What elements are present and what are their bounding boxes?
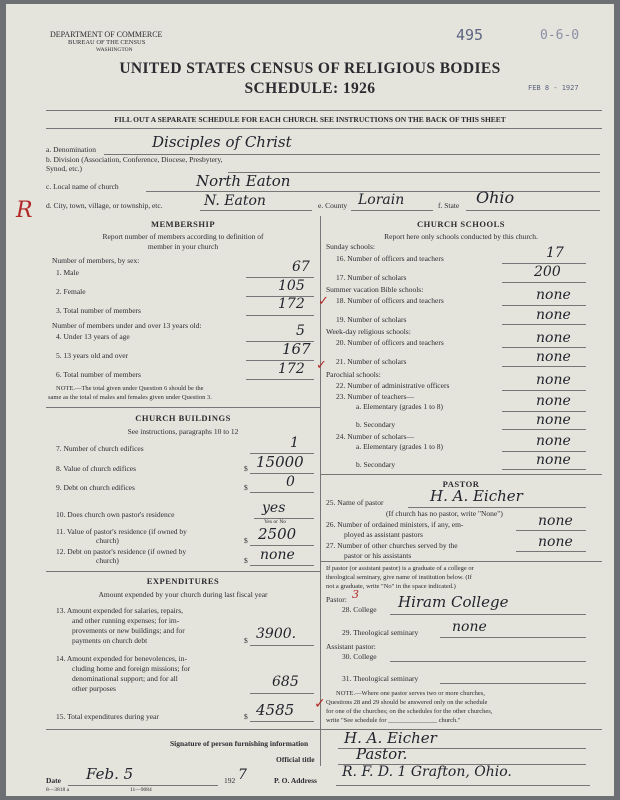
q27-label: pastor or his assistants — [344, 551, 412, 560]
buildings-intro: See instructions, paragraphs 10 to 12 — [127, 427, 239, 436]
q20-label: 20. Number of officers and teachers — [336, 338, 444, 347]
q8-edifice-value[interactable]: 15000 — [256, 453, 304, 471]
q12-label: 12. Debt on pastor's residence (if owned by — [56, 547, 187, 556]
q6-line — [246, 379, 314, 380]
q26-line — [516, 530, 586, 531]
washington-label: WASHINGTON — [96, 47, 133, 53]
dollar-sign: $ — [244, 636, 248, 645]
q9-debt-value[interactable]: 0 — [286, 474, 295, 490]
check-mark: ✓ — [316, 358, 327, 373]
year-prefix: 192 — [224, 776, 236, 785]
membership-intro: member in your church — [147, 242, 219, 251]
margin-mark-r: R — [16, 198, 33, 223]
q8-line — [250, 473, 314, 474]
q20-line — [502, 347, 586, 348]
rule — [46, 407, 320, 408]
city-value[interactable]: N. Eaton — [204, 193, 266, 209]
q20-weekday-teachers-value[interactable]: none — [536, 330, 571, 346]
q29-label: 29. Theological seminary — [342, 628, 419, 637]
po-address-value[interactable]: R. F. D. 1 Grafton, Ohio. — [342, 764, 512, 780]
rule — [46, 571, 320, 572]
expenditures-heading: EXPENDITURES — [146, 576, 220, 586]
q29-seminary-value[interactable]: none — [452, 619, 487, 635]
expenditures-intro: Amount expended by your church during last fiscal year — [98, 590, 268, 599]
q15-total-value[interactable]: 4585 — [256, 701, 295, 719]
q18-label: 18. Number of officers and teachers — [336, 296, 444, 305]
dollar-sign: $ — [244, 712, 248, 721]
q15-label: 15. Total expenditures during year — [56, 712, 159, 721]
pastor-note: NOTE.—Where one pastor serves two or more churches, — [336, 690, 485, 697]
q3-total-value[interactable]: 172 — [278, 296, 305, 312]
division-label: b. Division (Association, Conference, Diocese, Presbytery, Synod, etc.) — [46, 155, 223, 173]
q18-line — [502, 305, 586, 306]
stamp-code: 0-6-0 — [540, 28, 580, 43]
form-subtitle: SCHEDULE: 1926 — [244, 80, 376, 97]
q5-label: 5. 13 years old and over — [56, 351, 129, 360]
q10-label: 10. Does church own pastor's residence — [56, 510, 175, 519]
q17-label: 17. Number of scholars — [336, 273, 407, 282]
q3-label: 3. Total number of members — [56, 306, 141, 315]
red-mark: 3 — [352, 588, 359, 601]
q2-female-value[interactable]: 105 — [278, 278, 305, 294]
rule — [320, 474, 602, 475]
pastor-note: Questions 28 and 29 should be answered only on the schedule — [326, 699, 488, 706]
denomination-label: a. Denomination — [46, 145, 96, 154]
city-label: d. City, town, village, or township, etc. — [46, 201, 163, 210]
parochial-schools-label: Parochial schools: — [326, 370, 381, 379]
q12-residence-debt-value[interactable]: none — [260, 547, 295, 563]
q31-line — [440, 683, 586, 684]
local-name-value[interactable]: North Eaton — [196, 172, 291, 190]
q24a-elementary-scholars-value[interactable]: none — [536, 433, 571, 449]
q24b-line — [502, 469, 586, 470]
q30-label: 30. College — [342, 652, 377, 661]
pastor-note: write "See schedule for _______________ church." — [326, 717, 461, 724]
rule — [46, 729, 602, 730]
q23b-label: b. Secondary — [356, 420, 396, 429]
q11-line — [250, 545, 314, 546]
q7-edifices-value[interactable]: 1 — [290, 435, 299, 451]
city-line — [200, 210, 312, 211]
q19-summer-scholars-value[interactable]: none — [536, 307, 571, 323]
form-title: UNITED STATES CENSUS OF RELIGIOUS BODIES — [119, 60, 501, 77]
schools-intro: Report here only schools conducted by this church. — [384, 232, 538, 241]
q27-other-churches-value[interactable]: none — [538, 534, 573, 550]
q4-under13-value[interactable]: 5 — [296, 323, 305, 339]
q27-line — [516, 551, 586, 552]
q18-summer-teachers-value[interactable]: none — [536, 287, 571, 303]
check-mark: ✓ — [314, 696, 326, 712]
q13-label: 13. Amount expended for salaries, repairs, — [56, 606, 184, 615]
buildings-heading: CHURCH BUILDINGS — [135, 413, 231, 423]
q24-label: 24. Number of scholars— — [336, 432, 414, 441]
q24b-secondary-scholars-value[interactable]: none — [536, 452, 571, 468]
q22-line — [502, 390, 586, 391]
year-digit-value[interactable]: 7 — [238, 767, 247, 783]
q23-label: 23. Number of teachers— — [336, 392, 414, 401]
q19-line — [502, 324, 586, 325]
q28-college-value[interactable]: Hiram College — [398, 593, 509, 611]
membership-heading: MEMBERSHIP — [150, 219, 216, 229]
q11-label: 11. Value of pastor's residence (if owned by — [56, 527, 187, 536]
q13-line — [250, 645, 314, 646]
form-code: 8—3818 a — [46, 787, 70, 793]
dollar-sign: $ — [244, 556, 248, 565]
q14-benevolences-value[interactable]: 685 — [272, 674, 299, 690]
q15-line — [250, 721, 314, 722]
dollar-sign: $ — [244, 536, 248, 545]
q5-over13-value[interactable]: 167 — [282, 340, 311, 358]
signature-label: Signature of person furnishing information — [170, 739, 309, 748]
membership-intro: Report number of members according to definition of — [102, 232, 264, 241]
age-heading: Number of members under and over 13 years old: — [52, 321, 202, 330]
membership-note: NOTE.—The total given under Question 6 should be the — [56, 385, 204, 392]
po-address-line — [336, 785, 590, 786]
official-title-label: Official title — [276, 755, 315, 764]
q27-label: 27. Number of other churches served by the — [326, 541, 458, 550]
graduate-instruction: not a graduate, write "No" in the space indicated.) — [326, 583, 456, 590]
q13-label: payments on church debt — [72, 636, 148, 645]
q28-line — [390, 614, 586, 615]
rule — [320, 561, 602, 562]
county-label: e. County — [318, 201, 348, 210]
q14-line — [250, 693, 314, 694]
instruction-banner: FILL OUT A SEPARATE SCHEDULE FOR EACH CHURCH. SEE INSTRUCTIONS ON THE BACK OF THIS SHEET — [114, 115, 506, 124]
date-label: Date — [46, 776, 61, 785]
q17-line — [502, 282, 586, 283]
membership-note: same as the total of males and females given under Question 3. — [48, 394, 212, 401]
po-address-label: P. O. Address — [274, 776, 317, 785]
county-line — [351, 210, 433, 211]
receipt-date-stamp: FEB 8 - 1927 — [528, 84, 579, 92]
q2-label: 2. Female — [56, 287, 86, 296]
q14-label: other purposes — [72, 684, 116, 693]
q24a-label: a. Elementary (grades 1 to 8) — [356, 442, 444, 451]
q3-line — [246, 315, 314, 316]
q23a-label: a. Elementary (grades 1 to 8) — [356, 402, 444, 411]
q1-label: 1. Male — [56, 268, 79, 277]
q25-line — [408, 507, 586, 508]
q25-note: (If church has no pastor, write "None") — [386, 509, 503, 518]
denomination-value[interactable]: Disciples of Christ — [152, 133, 292, 151]
dollar-sign: $ — [244, 464, 248, 473]
schools-heading: CHURCH SCHOOLS — [417, 219, 505, 229]
pastor-subhead: Pastor: — [326, 595, 347, 604]
weekday-schools-label: Week-day religious schools: — [326, 327, 411, 336]
census-schedule-page — [6, 4, 614, 796]
q7-label: 7. Number of church edifices — [56, 444, 144, 453]
q14-label: 14. Amount expended for benevolences, in- — [56, 654, 188, 663]
q9-line — [250, 492, 314, 493]
pastor-heading: PASTOR — [442, 479, 480, 489]
q13-label: provements or new buildings; and for — [72, 626, 185, 635]
yes-no-hint: Yes or No — [264, 519, 287, 525]
q13-label: and other running expenses; for im- — [72, 616, 180, 625]
bureau-label: BUREAU OF THE CENSUS — [68, 39, 146, 46]
stamp-number: 495 — [456, 26, 484, 44]
state-value[interactable]: Ohio — [476, 188, 515, 207]
q22-label: 22. Number of administrative officers — [336, 381, 450, 390]
q6-label: 6. Total number of members — [56, 370, 141, 379]
q29-line — [440, 637, 586, 638]
graduate-instruction: If pastor (or assistant pastor) is a graduate of a college or — [326, 565, 474, 572]
q17-sunday-scholars-value[interactable]: 200 — [534, 264, 561, 280]
date-value[interactable]: Feb. 5 — [86, 765, 134, 783]
form-code: 11—9084 — [130, 787, 152, 793]
q26-label: ployed as assistant pastors — [344, 530, 423, 539]
q19-label: 19. Number of scholars — [336, 315, 407, 324]
pastor-note: for one of the churches; on the schedules for the other churches, — [326, 708, 493, 715]
summer-schools-label: Summer vacation Bible schools: — [326, 285, 424, 294]
rule — [46, 110, 602, 111]
q22-admin-officers-value[interactable]: none — [536, 372, 571, 388]
q1-male-value[interactable]: 67 — [292, 259, 310, 275]
state-line — [466, 210, 600, 211]
q26-assistant-ministers-value[interactable]: none — [538, 513, 573, 529]
department-label: DEPARTMENT OF COMMERCE — [50, 30, 163, 39]
assistant-pastor-subhead: Assistant pastor: — [326, 642, 376, 651]
q21-weekday-scholars-value[interactable]: none — [536, 349, 571, 365]
q24b-label: b. Secondary — [356, 460, 396, 469]
q8-label: 8. Value of church edifices — [56, 464, 137, 473]
local-name-label: c. Local name of church — [46, 182, 119, 191]
date-line — [68, 785, 218, 786]
q14-label: cluding home and foreign missions; for — [72, 664, 191, 673]
q23b-secondary-teachers-value[interactable]: none — [536, 412, 571, 428]
q6-total-value[interactable]: 172 — [278, 361, 305, 377]
q25-pastor-name-value[interactable]: H. A. Eicher — [430, 487, 523, 505]
state-label: f. State — [438, 201, 460, 210]
q11-residence-value[interactable]: 2500 — [258, 525, 297, 543]
q28-label: 28. College — [342, 605, 377, 614]
rule — [46, 128, 602, 129]
signature-value[interactable]: H. A. Eicher — [344, 729, 437, 747]
check-mark: ✓ — [318, 294, 329, 309]
q12-label: church) — [96, 556, 119, 565]
q21-label: 21. Number of scholars — [336, 357, 407, 366]
q23a-elementary-teachers-value[interactable]: none — [536, 393, 571, 409]
q14-label: denominational support; and for all — [72, 674, 178, 683]
q11-label: church) — [96, 536, 119, 545]
q23b-line — [502, 429, 586, 430]
q26-label: 26. Number of ordained ministers, if any, em- — [326, 520, 464, 529]
q16-label: 16. Number of officers and teachers — [336, 254, 444, 263]
q12-line — [250, 565, 314, 566]
q13-salaries-value[interactable]: 3900. — [256, 626, 297, 642]
q10-owns-residence-value[interactable]: yes — [262, 500, 286, 516]
official-title-value[interactable]: Pastor. — [356, 745, 408, 763]
dollar-sign: $ — [244, 483, 248, 492]
q9-label: 9. Debt on church edifices — [56, 483, 135, 492]
q21-line — [502, 366, 586, 367]
county-value[interactable]: Lorain — [358, 192, 405, 208]
members-by-sex-label: Number of members, by sex: — [52, 256, 140, 265]
sunday-schools-label: Sunday schools: — [326, 242, 375, 251]
q30-line — [390, 661, 586, 662]
q31-label: 31. Theological seminary — [342, 674, 419, 683]
q25-label: 25. Name of pastor — [326, 498, 384, 507]
q16-sunday-teachers-value[interactable]: 17 — [546, 245, 564, 261]
q4-label: 4. Under 13 years of age — [56, 332, 130, 341]
graduate-instruction: theological seminary, give name of institution below. (If — [326, 574, 472, 581]
